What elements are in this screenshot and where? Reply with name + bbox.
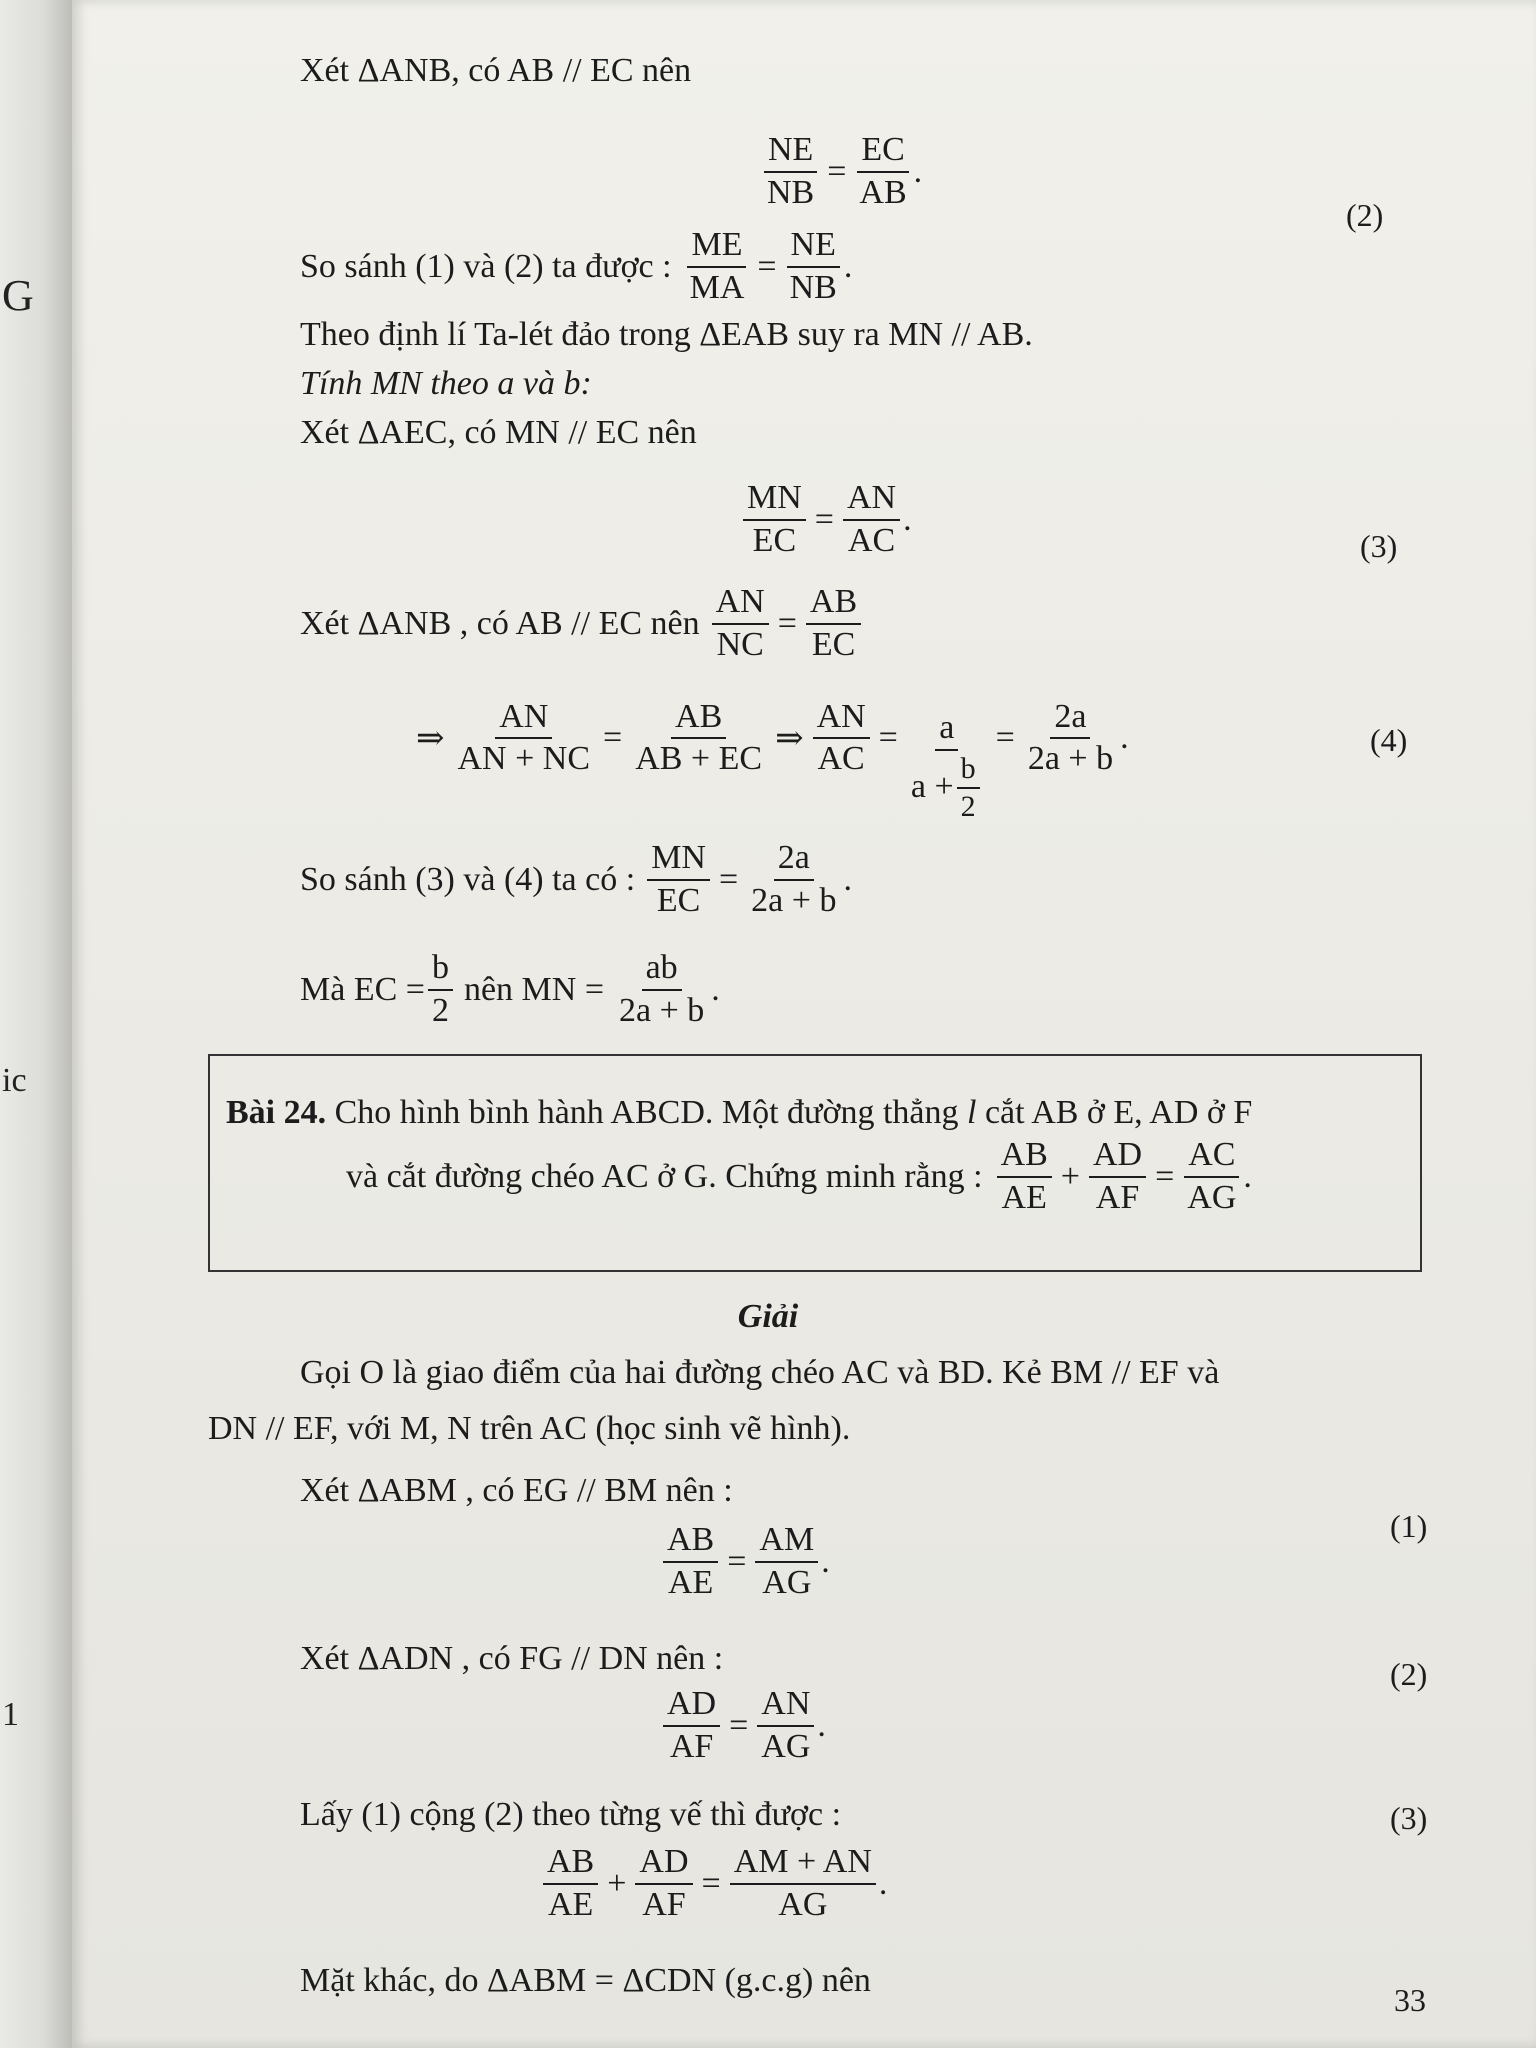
- paragraph-line: DN // EF, với M, N trên AC (học sinh vẽ hình).: [208, 1410, 851, 1447]
- page-number: 33: [1394, 1982, 1426, 2018]
- equation-line: So sánh (3) và (4) ta có : $\frac{MN}{EC}$ = $\frac{2a}{2a + b}$ .: [300, 839, 852, 919]
- text-line: Theo định lí Ta-lét đảo trong ΔEAB suy ra MN // AB.: [300, 316, 1033, 353]
- equation-line: Mà EC = $\frac{b}{2}$ nên MN = $\frac{ab}{2a + b}$ .: [300, 949, 720, 1029]
- text-line: Xét ΔAEC, có MN // EC nên: [300, 414, 697, 451]
- equation-number: (2): [1346, 197, 1384, 233]
- equation: ⇒ $\frac{AN}{AN + NC}$ = $\frac{AB}{AB + EC}$ ⇒ $\frac{AN}{AC}$ = a a + $\frac{b}{2}$ = $\frac{2a}{2a + b}$ .: [416, 697, 1129, 823]
- equation: $\frac{AB}{AE}$ = $\frac{AM}{AG}$ .: [660, 1520, 830, 1604]
- equation-number: (2): [1390, 1656, 1428, 1692]
- adjacent-page-margin: [0, 0, 72, 2048]
- margin-fragment: G: [2, 271, 34, 320]
- paragraph-line: Gọi O là giao điểm của hai đường chéo AC và BD. Kẻ BM // EF và: [300, 1354, 1220, 1391]
- text-line: Xét ΔADN , có FG // DN nên :: [300, 1640, 724, 1677]
- text-line: Xét ΔABM , có EG // BM nên :: [300, 1472, 733, 1509]
- equation-line: So sánh (1) và (2) ta được : $\frac{ME}{MA}$ = $\frac{NE}{NB}$ .: [300, 226, 853, 306]
- equation-number: (3): [1390, 1800, 1428, 1836]
- exercise-statement: Bài 24. Cho hình bình hành ABCD. Một đường thẳng l cắt AB ở E, AD ở F: [226, 1094, 1253, 1131]
- equation: $\frac{AB}{AE}$ + $\frac{AD}{AF}$ = $\frac{AM + AN}{AG}$ .: [540, 1842, 887, 1926]
- solution-heading: Giải: [737, 1298, 799, 1335]
- equation: $\frac{MN}{EC}$ = $\frac{AN}{AC}$ .: [740, 478, 912, 562]
- exercise-formula: và cắt đường chéo AC ở G. Chứng minh rằng : $\frac{AB}{AE}$ + $\frac{AD}{AF}$ = $\frac{AC}{AG}$ .: [346, 1136, 1252, 1216]
- equation-number: (3): [1360, 528, 1398, 564]
- margin-fragment: 1: [2, 1696, 19, 1733]
- equation: $\frac{NE}{NB}$ = $\frac{EC}{AB}$ .: [760, 130, 922, 214]
- equation-number: (4): [1370, 722, 1408, 758]
- text-line: Mặt khác, do ΔABM = ΔCDN (g.c.g) nên: [300, 1962, 871, 1999]
- text-line: Lấy (1) cộng (2) theo từng vế thì được :: [300, 1796, 842, 1833]
- margin-fragment: ic: [2, 1062, 27, 1099]
- equation-number: (1): [1390, 1508, 1428, 1544]
- equation-line: Xét ΔANB , có AB // EC nên $\frac{AN}{NC}$ = $\frac{AB}{EC}$: [300, 582, 864, 666]
- equation: $\frac{AD}{AF}$ = $\frac{AN}{AG}$ .: [660, 1684, 826, 1768]
- text-line: Xét ΔANB, có AB // EC nên: [300, 52, 692, 89]
- subheading: Tính MN theo a và b:: [300, 365, 592, 402]
